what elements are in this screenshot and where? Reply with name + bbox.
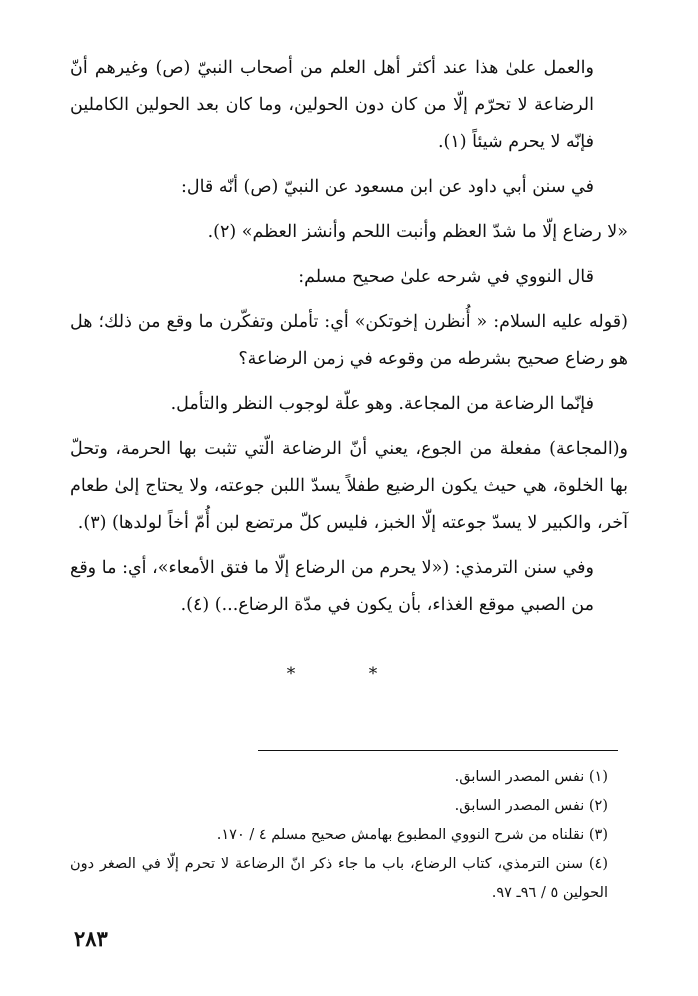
footnote: (٤) سنن الترمذي، كتاب الرضاع، باب ما جاء ذكر انّ الرضاعة لا تحرم إلّا في الصغر دون الحولين ٥ / ٩٦ـ ٩٧. — [70, 856, 608, 901]
paragraph: فإنّما الرضاعة من المجاعة. وهو علّة لوجوب النظر والتأمل. — [170, 394, 594, 414]
quote-paragraph: «لا رضاع إلّا ما شدّ العظم وأنبت اللحم وأنشز العظم» (٢). — [207, 222, 628, 242]
main-text — [70, 50, 628, 624]
paragraph: (قوله عليه السلام: « أُنظرن إخوتكن» أي: تأملن وتفكّرن ما وقع من ذلك؛ هل هو رضاع صحيح بشرطه من وقوعه في زمن الرضاعة؟ — [70, 312, 628, 369]
paragraph: و(المجاعة) مفعلة من الجوع، يعني أنّ الرضاعة الّتي تثبت بها الحرمة، وتحلّ بها الخلوة، هي حيث يكون الرضيع طفلاً يسدّ اللبن جوعته، ولا يحتاج إلىٰ طعام آخر، والكبير لا يسدّ جوعته إلّا الخبز، فليس كلّ مرتضع لبن أُمّ أخاً لولدها) (٣). — [70, 439, 628, 533]
paragraph: والعمل علىٰ هذا عند أكثر أهل العلم من أصحاب النبيّ (ص) وغيرهم أنّ الرضاعة لا تحرّم إلّا من كان دون الحولين، وما كان بعد الحولين الكاملين فإنّه لا يحرم شيئاً (١). — [70, 58, 594, 152]
footnotes — [70, 763, 608, 908]
paragraph: قال النووي في شرحه علىٰ صحيح مسلم: — [298, 267, 594, 287]
footnote-divider — [258, 750, 618, 751]
footnote: (٣) نقلناه من شرح النووي المطبوع بهامش صحيح مسلم ٤ / ١٧٠. — [216, 827, 608, 843]
page-number: ٢٨٣ — [74, 926, 108, 951]
paragraph: في سنن أبي داود عن ابن مسعود عن النبيّ (ص) أنّه قال: — [180, 177, 594, 197]
section-separator: * * — [286, 664, 412, 684]
footnote: (٢) نفس المصدر السابق. — [454, 798, 608, 814]
footnote: (١) نفس المصدر السابق. — [454, 769, 608, 785]
paragraph: وفي سنن الترمذي: («لا يحرم من الرضاع إلّا ما فتق الأمعاء»، أي: ما وقع من الصبي موقع الغذاء، بأن يكون في مدّة الرضاع...) (٤). — [70, 558, 594, 615]
